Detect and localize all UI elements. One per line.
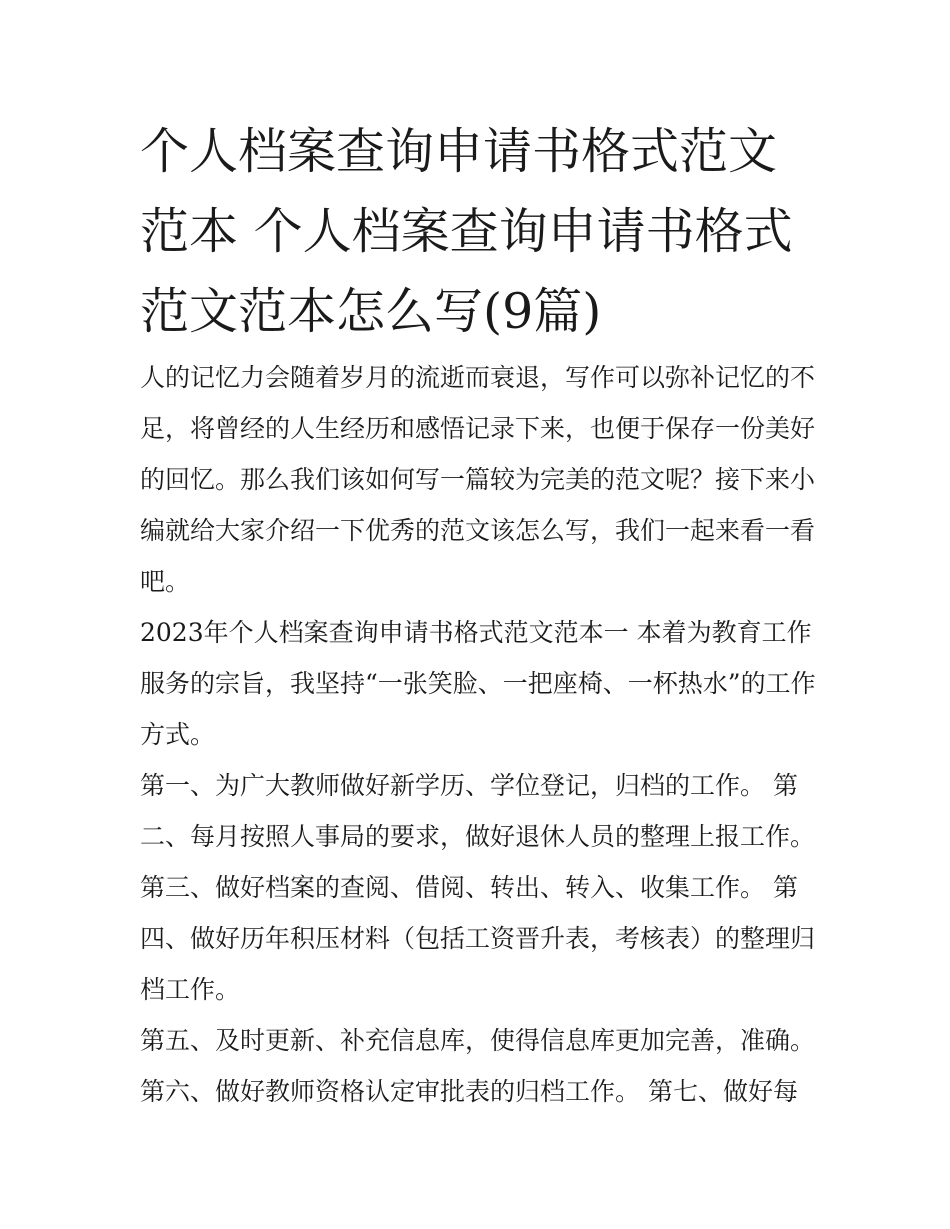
document-body [140,352,820,1117]
paragraph-duties-one-to-four: 第一、为广大教师做好新学历、学位登记，归档的工作。 第二、每月按照人事局的要求，做好退休人员的整理上报工作。第三、做好档案的查阅、借阅、转出、转入、收集工作。 第四、做好历年积压材料（包括工资晋升表，考核表）的整理归档工作。 [140,771,816,1004]
paragraph-intro: 人的记忆力会随着岁月的流逝而衰退，写作可以弥补记忆的不足，将曾经的人生经历和感悟记录下来，也便于保存一份美好的回忆。那么我们该如何写一篇较为完美的范文呢？接下来小编就给大家介绍一下优秀的范文该怎么写，我们一起来看一看吧。 [140,363,816,596]
paragraph-sample-one: 2023年个人档案查询申请书格式范文范本一 本着为教育工作服务的宗旨，我坚持“一张笑脸、一把座椅、一杯热水”的工作方式。 [140,618,816,749]
paragraph-duties-five-to-seven: 第五、及时更新、补充信息库，使得信息库更加完善，准确。第六、做好教师资格认定审批表的归档工作。 第七、做好每 [140,1026,816,1106]
document-title: 个人档案查询申请书格式范文范本 个人档案查询申请书格式范文范本怎么写(9篇) [140,123,793,340]
